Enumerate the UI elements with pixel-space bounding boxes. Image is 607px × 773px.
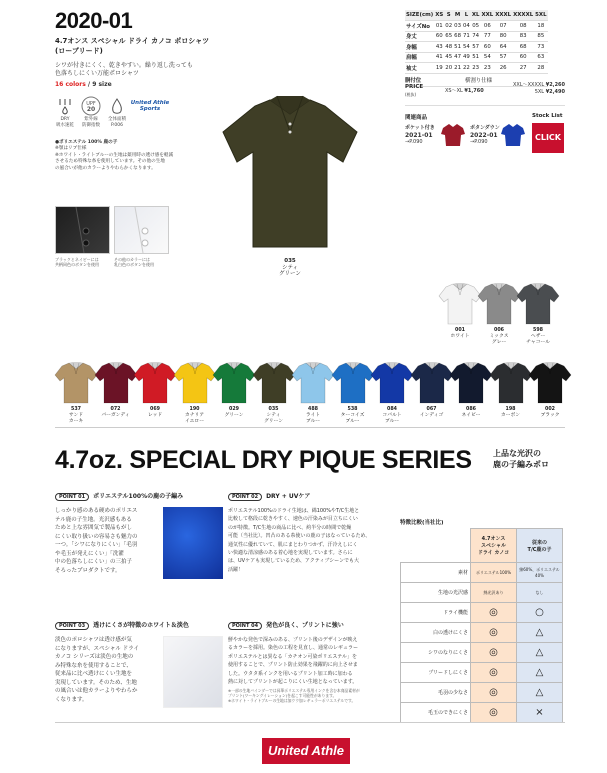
color-swatch-069	[133, 361, 177, 409]
divider	[55, 722, 565, 723]
color-caption: 069 レッド	[147, 407, 163, 418]
svg-text:UPF: UPF	[86, 101, 96, 107]
color-swatch-538	[331, 361, 375, 409]
series-title: 4.7oz. SPECIAL DRY PIQUE SERIES	[55, 446, 472, 474]
fabric-white-image	[163, 636, 223, 708]
color-caption: 537 サンド カーキ	[68, 407, 84, 424]
color-swatch-086	[449, 361, 493, 409]
upf-icon	[78, 95, 104, 117]
price-block: PRICE (税抜) XS〜XL ¥1,760 XXL〜XXXXL ¥2,260 5XL ¥2,490	[405, 82, 565, 106]
point-01: POINT 01 ポリエステル100%の鹿の子編み しっかり感のある硬めのポリエス テル鹿の子生地。光沢感もある ためと上な雰囲気で製品もがし にくい取り扱いの容易さも魅力の 一つ。「シワになりにくい」「毛羽 や毛玉が発えにくい」「洗濯 中の色落ちしにくい」の三拍子 そろったプロダクトです。	[55, 483, 230, 579]
table-row: サイズNo 01 02 03 04 05 06 07 08 18	[405, 21, 548, 32]
series-subtitle: 上品な光沢の 鹿の子編みポロ	[493, 449, 549, 469]
color-caption: 086 ネイビー	[461, 407, 481, 418]
stock-click-button[interactable]: CLICK	[532, 123, 564, 153]
table-row: 袖丈 19 20 21 22 23 23 26 27 28	[405, 63, 548, 74]
detail-photo-white	[114, 206, 169, 254]
table-row: 肩幅 41 45 47 49 51 54 57 60 63	[405, 52, 548, 63]
color-swatch-598	[516, 282, 560, 330]
color-caption: 084 コバルト ブルー	[382, 407, 402, 424]
point-04: POINT 04 発色が良く、プリントに強い 鮮やかな発色で深みのある、プリント後のデザインが映え るカラーを採用。染色の工程を見直し、通常のレギュラー ポリエステルとは異なる「カチオン可染ポリエステル」を 使用することで、プリント防止効果を飛躍的に向上させま した。ウタタ系インクを用いるプリント加工時に加わる 熱に対してプリントが起こりにくい生地となっています。 ※一部の生地バインダーでは昇華ポリエステル専用インクを含む本商品素材が プリント(ワーキングイレーション)を起こす可能性があります。 ※ホワイト・ライトブルーの生地は加ウウ加レギュラーポリエステルです。	[228, 622, 360, 704]
color-caption: 488 ライト ブルー	[305, 407, 321, 424]
color-caption: 001 ホワイト	[450, 328, 470, 339]
drop-icon	[104, 95, 130, 117]
color-size-count: 16 colors / 9 size	[55, 81, 112, 88]
color-caption: 035 シティ グリーン	[263, 407, 284, 424]
main-color-caption: 035 シティ グリーン	[279, 258, 301, 277]
size-header-row: SIZE(cm) XS S M L XL XXL XXXL XXXXL 5XL	[405, 10, 548, 21]
feature-coverage: 全体面積 P.006	[104, 95, 130, 128]
main-shirt-image	[215, 92, 365, 256]
table-row: シワのなりにくさ ◎ △	[401, 643, 563, 663]
color-swatch-488	[291, 361, 335, 409]
color-caption: 538 ターコイズ ブルー	[340, 407, 365, 424]
color-caption: 072 バーガンディ	[101, 407, 130, 418]
model-number: 2020-01	[55, 8, 133, 33]
color-swatch-072	[94, 361, 138, 409]
related-buttondown-shirt-image	[500, 122, 526, 152]
related-item-buttondown[interactable]: ボタンダウン 2022-01 →P.090	[470, 125, 500, 145]
table-row: プリードしにくさ ◎ △	[401, 663, 563, 683]
related-title: 関連商品	[405, 115, 428, 121]
color-swatch-190	[173, 361, 217, 409]
color-caption: 029 グリーン	[224, 407, 244, 418]
color-swatch-006	[477, 282, 521, 330]
table-row: 身丈 60 65 68 71 74 77 80 83 85	[405, 31, 548, 42]
table-row: 毛羽の少なさ ◎ △	[401, 683, 563, 703]
color-swatch-198	[489, 361, 533, 409]
dry-icon	[52, 95, 78, 117]
compare-title: 特徴比較(当社比)	[400, 520, 444, 526]
color-caption: 067 インディゴ	[419, 407, 444, 418]
product-name: 4.7オンス スペシャル ドライ カノコ ポロシャツ (ローブリード)	[55, 37, 210, 55]
point-03: POINT 03 透けにくさが特徴のホワイト＆淡色 淡色のポロシャツは透け感が気 になりますが、スペシャル ドライ カノコ シリーズは淡色の生地の み特殊な糸を使用することで、 従来品に比べ透けにくい生地を 実現しています。そのため、生地 の風合いは他カラーよりやわらか くなります。	[55, 612, 230, 708]
color-swatch-029	[212, 361, 256, 409]
divider	[55, 427, 565, 428]
feature-sports	[130, 95, 170, 117]
color-caption: 198 カーボン	[500, 407, 521, 418]
color-swatch-067	[410, 361, 454, 409]
color-caption: 006 ミックス グレー	[489, 328, 509, 345]
compare-table: 4.7オンス スペシャル ドライ カノコ 従来の T/C鹿の子 素材 ポリエステル100% 綿60%、ポリエステル40% 生地の光沢感 綿光沢あり なし ドライ機能 ◎ ○ 白の透けにくさ ◎ △ シワのなりにくさ ◎ △ プリードしにくさ ◎ △ 毛羽の少なさ ◎ △ 毛玉のできにくさ ◎ ×	[400, 528, 563, 723]
color-swatch-035	[252, 361, 296, 409]
color-swatch-002	[528, 361, 572, 409]
point-02: POINT 02 DRY + UVケア ポリエステル100%のドライ生地は、綿100%やT/C生地と 比較して格段に乾きやすく、速色の汗染みが目立ちにくい のが特徴。T/C生地の商品に比べ、約半分の時間で乾燥 可能（当社比）。凹凸のある糸使いの鹿の子はなっているため、 通気性に優れていて、肌にまとわりつかず、汗冷えしにく い快適な清涼感のある着心地を実現しています。さらに は、UVケアも実現しているため、アクティブシーンでも大 活躍！	[228, 493, 371, 573]
table-row: 素材 ポリエステル100% 綿60%、ポリエステル40%	[401, 563, 563, 583]
table-row: 身幅 43 48 51 54 57 60 64 68 73	[405, 42, 548, 53]
color-caption: 002 ブラック	[540, 407, 560, 418]
related-pocket-shirt-image	[440, 122, 466, 152]
color-swatch-537	[54, 361, 98, 409]
feature-dry: DRY 吸水速乾	[52, 95, 78, 128]
detail-caption-white: その他のカラーには 乳白色のボタンを使用	[114, 257, 154, 267]
size-table	[405, 10, 548, 87]
product-notes: ●ポリエステル 100% 鹿の子 ※顎はリブ仕様 ※ホワイト・ライトブルーの生地は薬用時の透け感を軽減 させるため特殊な糸を使用しています。その他の生地 の風合いが他のカラーよりやわらかくなります。	[55, 140, 174, 171]
related-item-pocket[interactable]: ポケット付き 2021-01 →P.090	[405, 125, 435, 145]
fabric-blue-image	[163, 507, 223, 579]
color-swatch-084	[370, 361, 414, 409]
product-description: シワが付きにくく、乾きやすい。繰り返し洗っても 色落ちしにくい万能ポロシャツ	[55, 62, 193, 77]
svg-text:20: 20	[86, 106, 96, 113]
tag-spec-row: 胴付位 横割り仕様	[405, 76, 548, 87]
color-caption: 598 ヘザー チャコール	[526, 328, 550, 345]
table-row: ドライ機能 ◎ ○	[401, 603, 563, 623]
united-athle-sports-logo: United Athle Sports	[130, 100, 170, 112]
table-row: 毛玉のできにくさ ◎ ×	[401, 703, 563, 723]
table-row: 生地の光沢感 綿光沢あり なし	[401, 583, 563, 603]
color-caption: 190 カナリア イエロー	[184, 407, 205, 424]
detail-caption-black: ブラックとネイビーには 共柄同色のボタンを使用	[55, 257, 99, 267]
feature-upf: UPF 20 紫外線 防御指数	[78, 95, 104, 128]
stock-list-title: Stock List	[532, 113, 563, 119]
detail-photo-black	[55, 206, 110, 254]
united-athle-logo: United Athle	[262, 738, 350, 764]
color-swatch-001	[438, 282, 482, 330]
table-row: 白の透けにくさ ◎ △	[401, 623, 563, 643]
